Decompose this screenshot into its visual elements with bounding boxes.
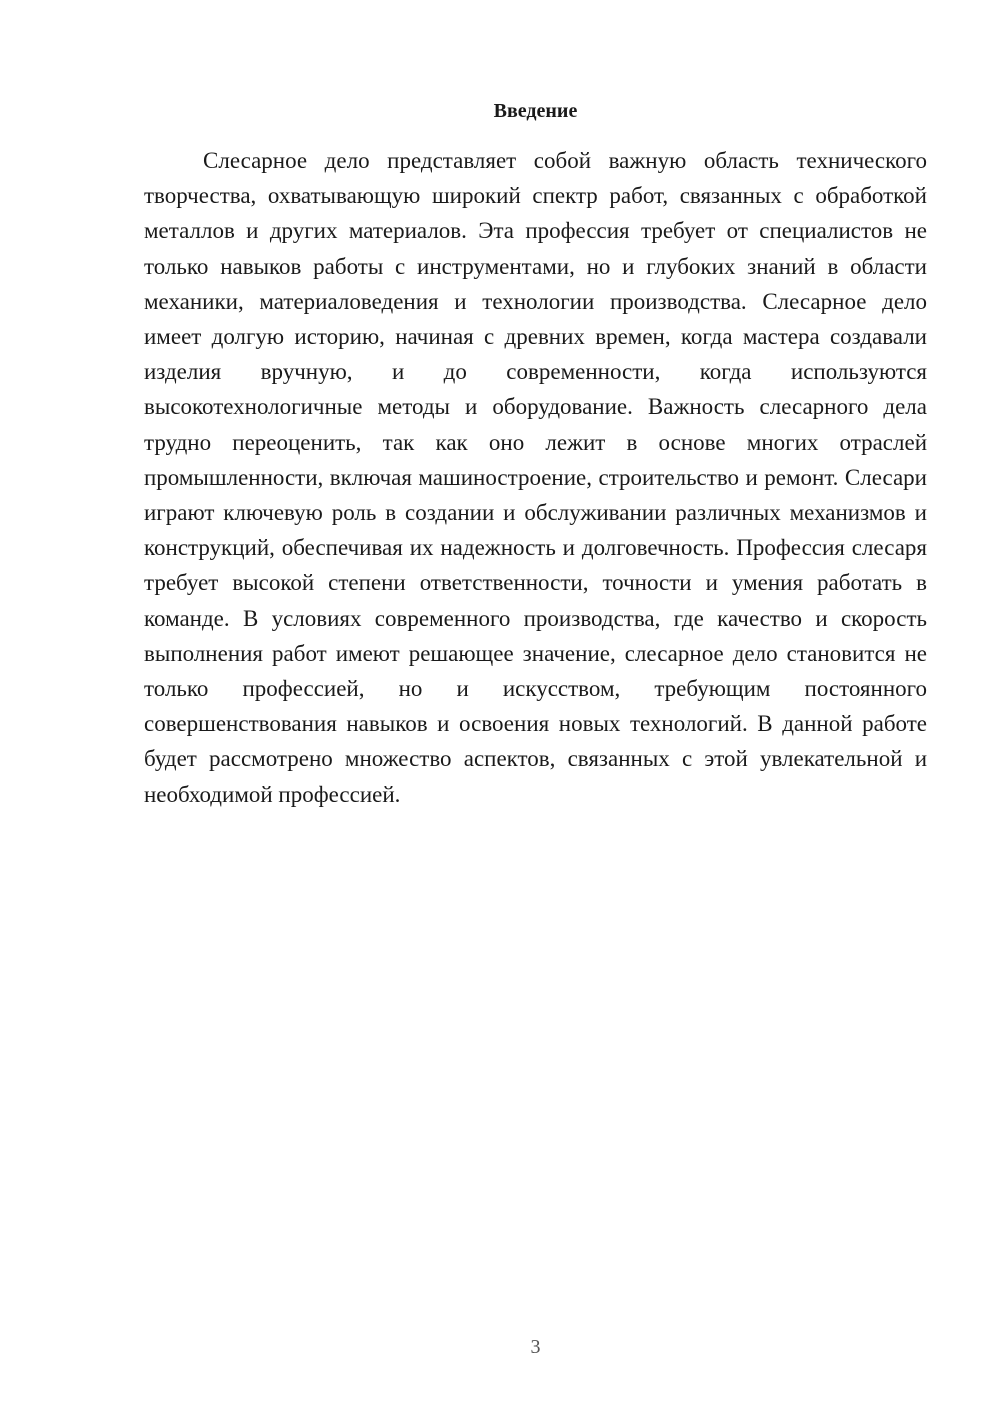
page-number: 3 <box>530 1336 541 1358</box>
section-heading: Введение <box>493 100 578 122</box>
body-paragraph: Слесарное дело представляет собой важную область технического творчества, охватывающую широкий спектр работ, связанных с обработкой металлов и других материалов. Эта профессия требует от специалистов не только навыков работы с инструментами, но и глубоких знаний в области механики, материаловедения и технологии производства. Слесарное дело имеет долгую историю, начиная с древних времен, когда мастера создавали изделия вручную, и до современности, когда используются высокотехнологичные методы и оборудование. Важность слесарного дела трудно переоценить, так как оно лежит в основе многих отраслей промышленности, включая машиностроение, строительство и ремонт. Слесари играют ключевую роль в создании и обслуживании различных механизмов и конструкций, обеспечивая их надежность и долговечность. Профессия слесаря требует высокой степени ответственности, точности и умения работать в команде. В условиях современного производства, где качество и скорость выполнения работ имеют решающее значение, слесарное дело становится не только профессией, но и искусством, требующим постоянного совершенствования навыков и освоения новых технологий. В данной работе будет рассмотрено множество аспектов, связанных с этой увлекательной и необходимой профессией. <box>144 148 927 807</box>
